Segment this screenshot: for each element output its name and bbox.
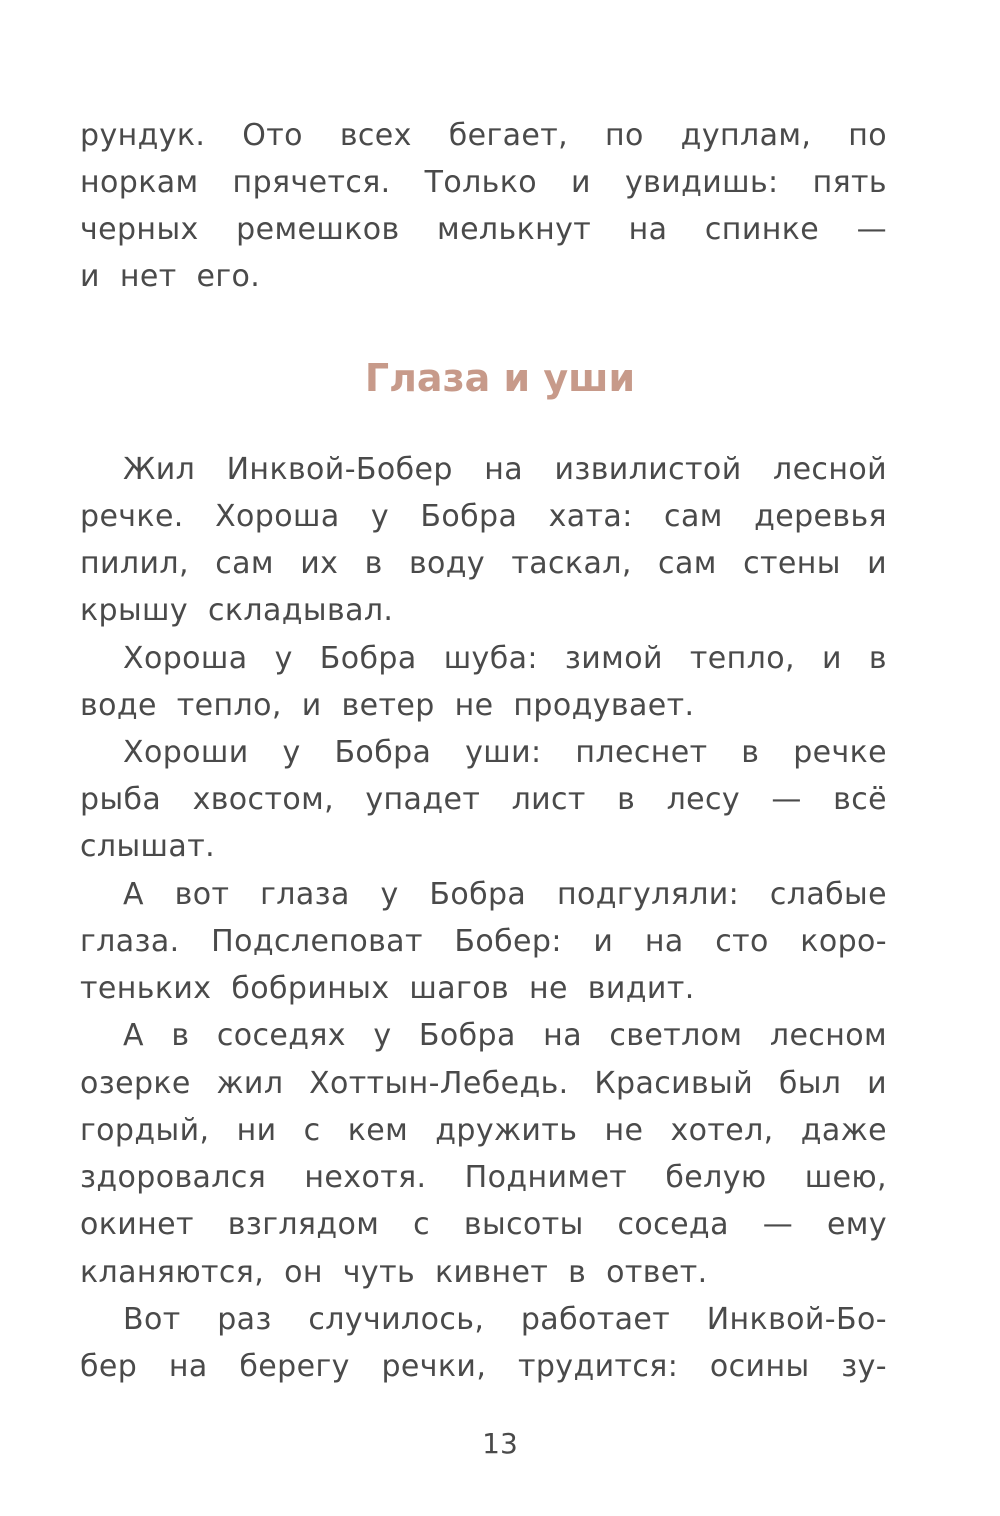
text-line: А вот глаза у Бобра подгуляли: слабые <box>123 877 887 912</box>
text-line: гордый, ни с кем дружить не хотел, даже <box>80 1113 887 1148</box>
page-number: 13 <box>482 1427 518 1460</box>
text-line: кланяются, он чуть кивнет в ответ. <box>80 1255 708 1290</box>
text-line: Хороши у Бобра уши: плеснет в речке <box>123 735 887 770</box>
text-line: бер на берегу речки, трудится: осины зу- <box>80 1349 887 1384</box>
text-line: А в соседях у Бобра на светлом лесном <box>123 1018 887 1053</box>
text-line: норкам прячется. Только и увидишь: пять <box>80 165 887 200</box>
text-line: крышу складывал. <box>80 593 394 628</box>
text-line: рундук. Ото всех бегает, по дуплам, по <box>80 118 887 153</box>
text-line: воде тепло, и ветер не продувает. <box>80 688 695 723</box>
text-line: Хороша у Бобра шуба: зимой тепло, и в <box>123 641 887 676</box>
text-line: черных ремешков мелькнут на спинке — <box>80 212 887 247</box>
text-line: озерке жил Хоттын-Лебедь. Красивый был и <box>80 1066 887 1101</box>
text-line: пилил, сам их в воду таскал, сам стены и <box>80 546 887 581</box>
text-line: слышат. <box>80 829 216 864</box>
text-line: глаза. Подслеповат Бобер: и на сто коро- <box>80 924 887 959</box>
text-line: и нет его. <box>80 259 261 294</box>
text-line: речке. Хороша у Бобра хата: сам деревья <box>80 499 887 534</box>
text-line: теньких бобриных шагов не видит. <box>80 971 695 1006</box>
text-line: Жил Инквой-Бобер на извилистой лесной <box>123 452 887 487</box>
chapter-heading: Глаза и уши <box>364 356 636 400</box>
text-line: здоровался нехотя. Поднимет белую шею, <box>80 1160 887 1195</box>
text-line: Вот раз случилось, работает Инквой-Бо- <box>123 1302 887 1337</box>
text-line: окинет взглядом с высоты соседа — ему <box>80 1207 887 1242</box>
text-line: рыба хвостом, упадет лист в лесу — всё <box>80 782 887 817</box>
